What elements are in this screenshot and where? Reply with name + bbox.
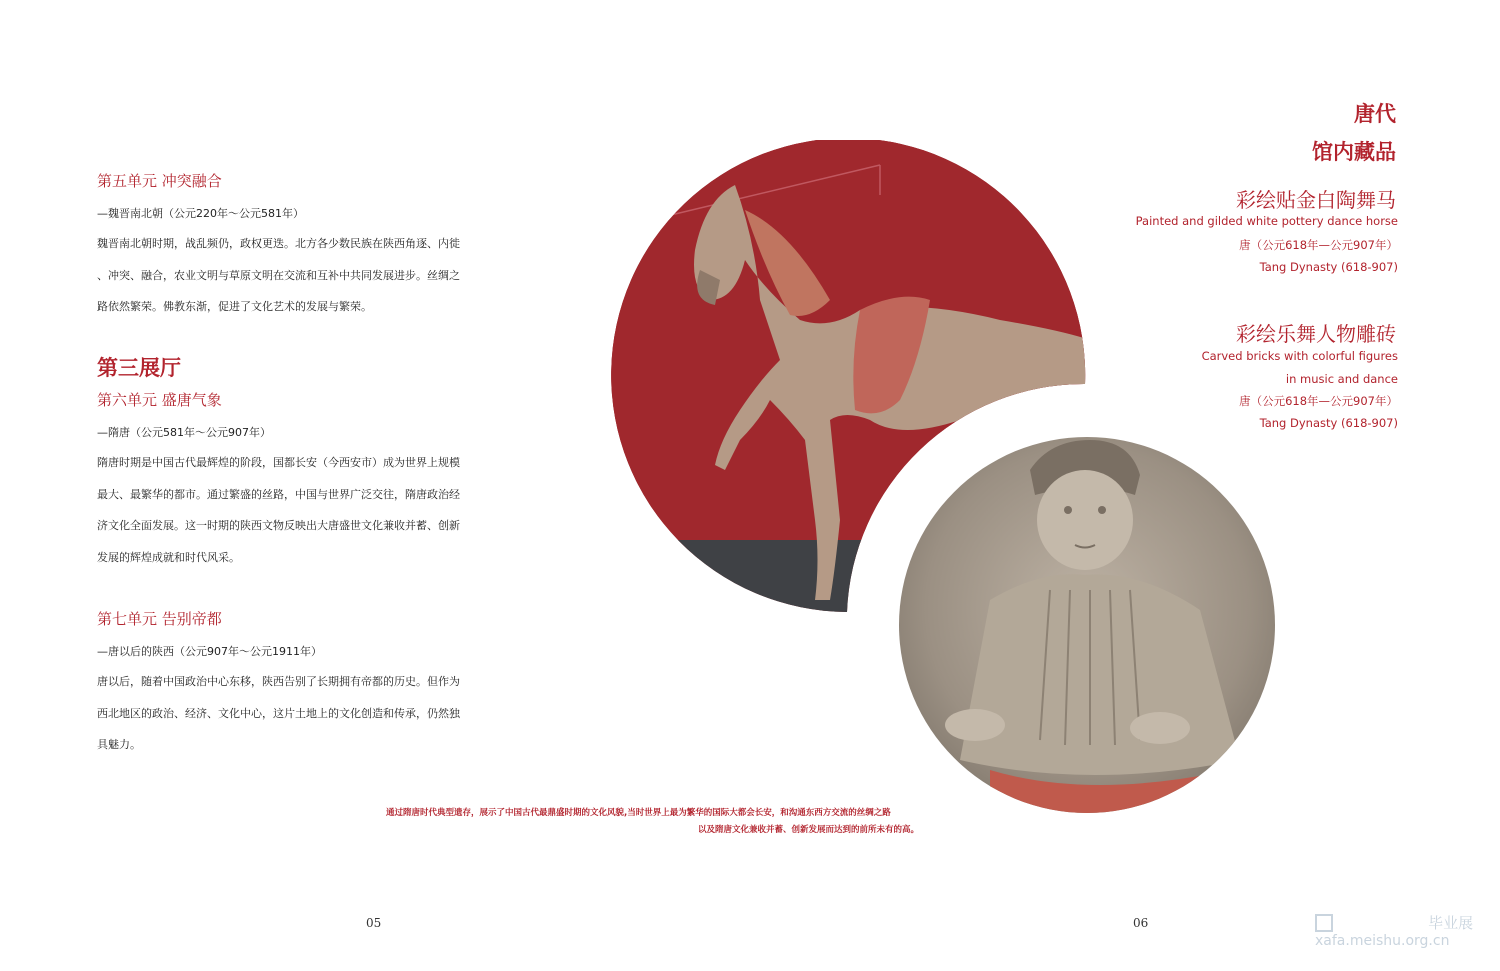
paragraph-line: 西北地区的政治、经济、文化中心，这片土地上的文化创造和传承，仍然独: [97, 706, 460, 720]
page-number-left: 05: [366, 916, 382, 930]
unit6-period: —隋唐（公元581年～公元907年）: [97, 426, 271, 439]
item1-dynasty-cn: 唐（公元618年—公元907年）: [1239, 238, 1398, 252]
item2-dynasty-cn: 唐（公元618年—公元907年）: [1239, 394, 1398, 408]
unit6-title: 第六单元 盛唐气象: [97, 391, 222, 409]
item1-dynasty-en: Tang Dynasty (618-907): [1259, 260, 1398, 274]
paragraph-line: 隋唐时期是中国古代最辉煌的阶段，国都长安（今西安市）成为世界上规模: [97, 456, 460, 469]
item1-title-cn: 彩绘贴金白陶舞马: [1236, 188, 1396, 212]
watermark: [1315, 912, 1473, 949]
item2-title-cn: 彩绘乐舞人物雕砖: [1236, 322, 1396, 346]
watermark-logo-icon: [1315, 914, 1333, 932]
item2-title-en-1: Carved bricks with colorful figures: [1201, 349, 1398, 363]
paragraph-line: 、冲突、融合，农业文明与草原文明在交流和互补中共同发展进步。丝绸之: [97, 268, 460, 282]
item2-title-en-2: in music and dance: [1285, 372, 1398, 386]
paragraph-line: 路依然繁荣。佛教东渐，促进了文化艺术的发展与繁荣。: [97, 300, 372, 313]
paragraph-line: 发展的辉煌成就和时代风采。: [97, 550, 240, 564]
watermark-label: 毕业展: [1428, 914, 1474, 932]
watermark-text: xafa.meishu.org.cn: [1315, 933, 1450, 949]
unit5-period: —魏晋南北朝（公元220年～公元581年）: [97, 207, 304, 220]
item2-dynasty-en: Tang Dynasty (618-907): [1259, 416, 1398, 430]
caption-line-1: 通过隋唐时代典型遗存，展示了中国古代最鼎盛时期的文化风貌,当时世界上最为繁华的国际大都会长安，和沟通东西方交流的丝绸之路: [386, 808, 891, 818]
paragraph-line: 唐以后，随着中国政治中心东移，陕西告别了长期拥有帝都的历史。但作为: [97, 675, 460, 688]
page-number-right: 06: [1133, 916, 1149, 930]
paragraph-line: 最大、最繁华的都市。通过繁盛的丝路，中国与世界广泛交往，隋唐政治经: [97, 487, 460, 501]
caption-line-2: 以及隋唐文化兼收并蓄、创新发展而达到的前所未有的高。: [698, 825, 920, 835]
paragraph-line: 具魅力。: [97, 738, 141, 751]
unit7-title: 第七单元 告别帝都: [97, 610, 222, 628]
collection-heading: 馆内藏品: [1312, 140, 1396, 164]
dynasty-heading: 唐代: [1354, 102, 1396, 126]
paragraph-line: 魏晋南北朝时期，战乱频仍，政权更迭。北方各少数民族在陕西角逐、内徙: [97, 237, 460, 250]
hall3-title: 第三展厅: [97, 356, 181, 380]
unit5-title: 第五单元 冲突融合: [97, 172, 222, 190]
unit7-period: —唐以后的陕西（公元907年～公元1911年）: [97, 645, 322, 658]
carved-brick-image: [895, 435, 1280, 820]
item1-title-en: Painted and gilded white pottery dance horse: [1135, 214, 1398, 228]
paragraph-line: 济文化全面发展。这一时期的陕西文物反映出大唐盛世文化兼收并蓄、创新: [97, 519, 460, 532]
